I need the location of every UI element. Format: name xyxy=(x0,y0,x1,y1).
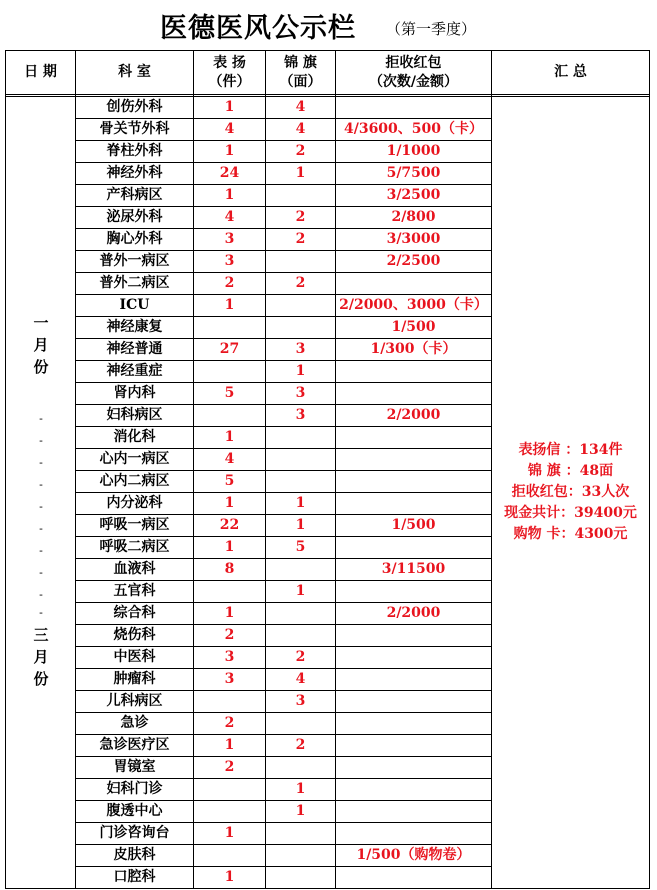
banner-cell: 3 xyxy=(266,691,336,713)
dept-cell: 肾内科 xyxy=(76,383,194,405)
gift-cell xyxy=(336,779,492,801)
banner-cell xyxy=(266,823,336,845)
praise-cell: 24 xyxy=(194,163,266,185)
dept-cell: 五官科 xyxy=(76,581,194,603)
praise-cell xyxy=(194,361,266,383)
dept-cell: 妇科门诊 xyxy=(76,779,194,801)
banner-cell xyxy=(266,295,336,317)
praise-cell: 1 xyxy=(194,427,266,449)
dept-cell: 妇科病区 xyxy=(76,405,194,427)
banner-cell: 1 xyxy=(266,779,336,801)
praise-cell: 2 xyxy=(194,713,266,735)
banner-cell: 1 xyxy=(266,801,336,823)
dept-cell: 脊柱外科 xyxy=(76,141,194,163)
dept-cell: 神经普通 xyxy=(76,339,194,361)
summary-line: 现金共计：39400元 xyxy=(504,505,637,521)
praise-cell: 2 xyxy=(194,273,266,295)
gift-cell xyxy=(336,427,492,449)
dept-cell: 呼吸一病区 xyxy=(76,515,194,537)
dept-cell: 急诊医疗区 xyxy=(76,735,194,757)
praise-cell: 2 xyxy=(194,625,266,647)
dept-cell: 神经重症 xyxy=(76,361,194,383)
gift-cell xyxy=(336,735,492,757)
banner-cell: 1 xyxy=(266,581,336,603)
praise-cell: 1 xyxy=(194,867,266,889)
praise-cell: 4 xyxy=(194,207,266,229)
gift-cell: 1/500 xyxy=(336,515,492,537)
gift-cell: 2/2000、3000（卡） xyxy=(336,295,492,317)
praise-cell: 1 xyxy=(194,603,266,625)
header-gift-line2: （次数/金额） xyxy=(368,73,459,90)
banner-cell: 3 xyxy=(266,339,336,361)
banner-cell: 1 xyxy=(266,493,336,515)
header-banner-line1: 锦 旗 xyxy=(284,54,317,71)
dept-cell: 消化科 xyxy=(76,427,194,449)
banner-cell: 2 xyxy=(266,273,336,295)
banner-cell: 4 xyxy=(266,119,336,141)
gift-cell: 2/2000 xyxy=(336,405,492,427)
dept-cell: 肿瘤科 xyxy=(76,669,194,691)
praise-cell: 1 xyxy=(194,823,266,845)
dept-cell: 泌尿外科 xyxy=(76,207,194,229)
dept-cell: 皮肤科 xyxy=(76,845,194,867)
header-praise xyxy=(194,51,266,95)
dept-cell: 烧伤科 xyxy=(76,625,194,647)
gift-cell: 5/7500 xyxy=(336,163,492,185)
praise-cell: 3 xyxy=(194,251,266,273)
dept-cell: 血液科 xyxy=(76,559,194,581)
praise-cell: 1 xyxy=(194,141,266,163)
praise-cell: 22 xyxy=(194,515,266,537)
dept-cell: ICU xyxy=(76,295,194,317)
header-banner xyxy=(266,51,336,95)
end-month-2: 月 xyxy=(33,648,49,666)
header-summary: 汇 总 xyxy=(492,51,650,95)
praise-cell: 3 xyxy=(194,669,266,691)
banner-cell xyxy=(266,449,336,471)
praise-cell xyxy=(194,691,266,713)
gift-cell xyxy=(336,867,492,889)
banner-cell: 4 xyxy=(266,97,336,119)
table-body xyxy=(6,97,650,889)
banner-cell xyxy=(266,559,336,581)
dept-cell: 心内一病区 xyxy=(76,449,194,471)
end-month-1: 三 xyxy=(33,626,49,644)
gift-cell xyxy=(336,537,492,559)
dept-cell: 中医科 xyxy=(76,647,194,669)
table-row xyxy=(6,97,650,119)
banner-cell xyxy=(266,845,336,867)
date-dash: - xyxy=(39,478,43,491)
dept-cell: 内分泌科 xyxy=(76,493,194,515)
header-row xyxy=(6,51,650,95)
gift-cell: 1/300（卡） xyxy=(336,339,492,361)
gift-cell: 3/11500 xyxy=(336,559,492,581)
gift-cell xyxy=(336,273,492,295)
gift-cell xyxy=(336,361,492,383)
header-praise-line2: （件） xyxy=(208,73,251,90)
dept-cell: 普外一病区 xyxy=(76,251,194,273)
date-dash: - xyxy=(39,522,43,535)
banner-cell: 4 xyxy=(266,669,336,691)
banner-cell xyxy=(266,603,336,625)
praise-cell: 1 xyxy=(194,295,266,317)
date-dash: - xyxy=(39,434,43,447)
gift-cell: 2/2000 xyxy=(336,603,492,625)
praise-cell xyxy=(194,845,266,867)
date-dash: - xyxy=(39,500,43,513)
gift-cell: 1/500 xyxy=(336,317,492,339)
header-praise-line1: 表 扬 xyxy=(213,54,246,71)
page-subtitle: （第一季度） xyxy=(386,20,477,38)
date-range xyxy=(6,97,75,888)
praise-cell: 5 xyxy=(194,471,266,493)
dept-cell: 胸心外科 xyxy=(76,229,194,251)
banner-cell: 2 xyxy=(266,207,336,229)
praise-cell: 3 xyxy=(194,229,266,251)
gift-cell: 1/500（购物卷） xyxy=(336,845,492,867)
dept-cell: 创伤外科 xyxy=(76,97,194,119)
header-gift xyxy=(336,51,492,95)
start-month-1: 一 xyxy=(33,314,49,332)
banner-cell: 3 xyxy=(266,383,336,405)
banner-cell xyxy=(266,471,336,493)
gift-cell xyxy=(336,449,492,471)
dept-cell: 神经外科 xyxy=(76,163,194,185)
gift-cell: 3/3000 xyxy=(336,229,492,251)
praise-cell xyxy=(194,405,266,427)
start-month-3: 份 xyxy=(33,358,49,376)
date-dash: - xyxy=(39,606,43,619)
praise-cell: 3 xyxy=(194,647,266,669)
banner-cell xyxy=(266,625,336,647)
gift-cell xyxy=(336,383,492,405)
gift-cell: 2/2500 xyxy=(336,251,492,273)
gift-cell xyxy=(336,801,492,823)
banner-cell xyxy=(266,757,336,779)
praise-cell xyxy=(194,801,266,823)
banner-cell xyxy=(266,317,336,339)
banner-cell: 2 xyxy=(266,735,336,757)
page-title: 医德医风公示栏 xyxy=(160,13,356,44)
banner-cell: 1 xyxy=(266,515,336,537)
praise-cell: 8 xyxy=(194,559,266,581)
banner-cell xyxy=(266,185,336,207)
summary-cell xyxy=(492,97,650,889)
dept-cell: 产科病区 xyxy=(76,185,194,207)
dept-cell: 综合科 xyxy=(76,603,194,625)
dept-cell: 骨关节外科 xyxy=(76,119,194,141)
title-area xyxy=(0,6,657,46)
gift-cell: 3/2500 xyxy=(336,185,492,207)
praise-cell: 4 xyxy=(194,119,266,141)
praise-cell xyxy=(194,581,266,603)
summary-line: 表扬信 ：134件 xyxy=(518,442,623,458)
praise-cell: 1 xyxy=(194,493,266,515)
banner-cell: 1 xyxy=(266,163,336,185)
dept-cell: 呼吸二病区 xyxy=(76,537,194,559)
date-dash: - xyxy=(39,544,43,557)
bulletin-table xyxy=(5,50,650,889)
gift-cell xyxy=(336,713,492,735)
banner-cell: 2 xyxy=(266,229,336,251)
header-dept: 科 室 xyxy=(76,51,194,95)
gift-cell: 1/1000 xyxy=(336,141,492,163)
banner-cell: 5 xyxy=(266,537,336,559)
date-dash: - xyxy=(39,588,43,601)
praise-cell xyxy=(194,779,266,801)
dept-cell: 腹透中心 xyxy=(76,801,194,823)
gift-cell xyxy=(336,823,492,845)
dept-cell: 急诊 xyxy=(76,713,194,735)
gift-cell xyxy=(336,647,492,669)
gift-cell xyxy=(336,97,492,119)
gift-cell xyxy=(336,669,492,691)
gift-cell xyxy=(336,625,492,647)
header-date: 日 期 xyxy=(6,51,76,95)
summary-line: 锦 旗 ：48面 xyxy=(527,463,614,479)
praise-cell: 1 xyxy=(194,97,266,119)
praise-cell: 1 xyxy=(194,537,266,559)
summary-line: 拒收红包：33人次 xyxy=(511,484,630,500)
gift-cell xyxy=(336,757,492,779)
summary-line: 购物 卡：4300元 xyxy=(513,526,628,542)
gift-cell: 2/800 xyxy=(336,207,492,229)
dept-cell: 心内二病区 xyxy=(76,471,194,493)
banner-cell xyxy=(266,713,336,735)
gift-cell xyxy=(336,471,492,493)
start-month-2: 月 xyxy=(33,336,49,354)
dept-cell: 普外二病区 xyxy=(76,273,194,295)
banner-cell: 2 xyxy=(266,647,336,669)
dept-cell: 儿科病区 xyxy=(76,691,194,713)
header-gift-line1: 拒收红包 xyxy=(385,54,442,71)
praise-cell: 27 xyxy=(194,339,266,361)
praise-cell: 1 xyxy=(194,185,266,207)
date-dash: - xyxy=(39,566,43,579)
end-month-3: 份 xyxy=(33,670,49,688)
banner-cell xyxy=(266,867,336,889)
banner-cell: 1 xyxy=(266,361,336,383)
gift-cell xyxy=(336,581,492,603)
dept-cell: 门诊咨询台 xyxy=(76,823,194,845)
header-banner-line2: （面） xyxy=(279,73,322,90)
gift-cell: 4/3600、500（卡） xyxy=(336,119,492,141)
date-cell xyxy=(6,97,76,889)
date-dash: - xyxy=(39,456,43,469)
dept-cell: 神经康复 xyxy=(76,317,194,339)
gift-cell xyxy=(336,691,492,713)
praise-cell: 2 xyxy=(194,757,266,779)
dept-cell: 口腔科 xyxy=(76,867,194,889)
banner-cell: 2 xyxy=(266,141,336,163)
banner-cell: 3 xyxy=(266,405,336,427)
gift-cell xyxy=(336,493,492,515)
praise-cell: 1 xyxy=(194,735,266,757)
date-dash: - xyxy=(39,412,43,425)
banner-cell xyxy=(266,251,336,273)
banner-cell xyxy=(266,427,336,449)
praise-cell: 5 xyxy=(194,383,266,405)
praise-cell xyxy=(194,317,266,339)
dept-cell: 胃镜室 xyxy=(76,757,194,779)
praise-cell: 4 xyxy=(194,449,266,471)
